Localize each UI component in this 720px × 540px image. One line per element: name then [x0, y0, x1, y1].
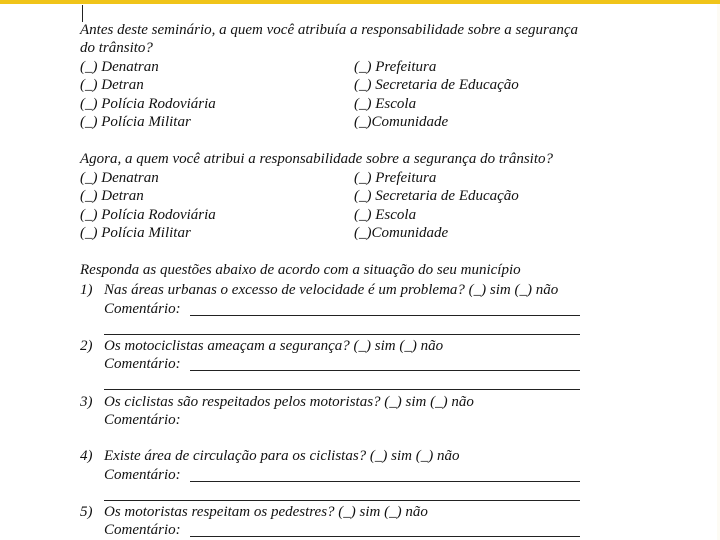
comment-label: Comentário: [104, 412, 181, 428]
question-number: 4) [80, 448, 93, 464]
comment-label: Comentário: [104, 356, 181, 372]
comment-line[interactable] [104, 389, 580, 390]
question-number: 5) [80, 504, 93, 520]
s2-option-denatran[interactable]: (_) Denatran [80, 170, 159, 186]
comment-label: Comentário: [104, 522, 181, 538]
comment-line[interactable] [104, 334, 580, 335]
s1-option-secretaria-educacao[interactable]: (_) Secretaria de Educação [354, 77, 519, 93]
section3-intro: Responda as questões abaixo de acordo com a situação do seu município [80, 262, 521, 278]
s2-option-policia-militar[interactable]: (_) Polícia Militar [80, 225, 191, 241]
comment-label: Comentário: [104, 301, 181, 317]
question-2-text[interactable]: Os motociclistas ameaçam a segurança? (_) sim (_) não [104, 338, 444, 354]
section2-prompt: Agora, a quem você atribui a responsabilidade sobre a segurança do trânsito? [80, 151, 554, 167]
s1-option-denatran[interactable]: (_) Denatran [80, 59, 159, 75]
comment-line[interactable] [190, 536, 580, 537]
s2-option-policia-rodoviaria[interactable]: (_) Polícia Rodoviária [80, 207, 216, 223]
question-3-text[interactable]: Os ciclistas são respeitados pelos motoristas? (_) sim (_) não [104, 394, 474, 410]
s1-option-policia-militar[interactable]: (_) Polícia Militar [80, 114, 191, 130]
section1-prompt-line1: Antes deste seminário, a quem você atribuía a responsabilidade sobre a segurança [80, 22, 578, 38]
s1-option-prefeitura[interactable]: (_) Prefeitura [354, 59, 437, 75]
comment-line[interactable] [190, 315, 580, 316]
s2-option-comunidade[interactable]: (_)Comunidade [354, 225, 449, 241]
text-cursor [82, 5, 83, 22]
section1-prompt-line2: do trânsito? [80, 40, 153, 56]
comment-line[interactable] [190, 481, 580, 482]
s2-option-prefeitura[interactable]: (_) Prefeitura [354, 170, 437, 186]
question-number: 2) [80, 338, 93, 354]
question-number: 1) [80, 282, 93, 298]
comment-line[interactable] [104, 500, 580, 501]
s2-option-detran[interactable]: (_) Detran [80, 188, 144, 204]
s1-option-policia-rodoviaria[interactable]: (_) Polícia Rodoviária [80, 96, 216, 112]
s1-option-comunidade[interactable]: (_)Comunidade [354, 114, 449, 130]
s2-option-escola[interactable]: (_) Escola [354, 207, 417, 223]
question-5-text[interactable]: Os motoristas respeitam os pedestres? (_) sim (_) não [104, 504, 428, 520]
s2-option-secretaria-educacao[interactable]: (_) Secretaria de Educação [354, 188, 519, 204]
question-number: 3) [80, 394, 93, 410]
comment-label: Comentário: [104, 467, 181, 483]
comment-line[interactable] [190, 370, 580, 371]
question-1-text[interactable]: Nas áreas urbanas o excesso de velocidade é um problema? (_) sim (_) não [104, 282, 559, 298]
question-4-text[interactable]: Existe área de circulação para os ciclistas? (_) sim (_) não [104, 448, 460, 464]
s1-option-escola[interactable]: (_) Escola [354, 96, 417, 112]
top-accent-bar [0, 0, 720, 4]
s1-option-detran[interactable]: (_) Detran [80, 77, 144, 93]
